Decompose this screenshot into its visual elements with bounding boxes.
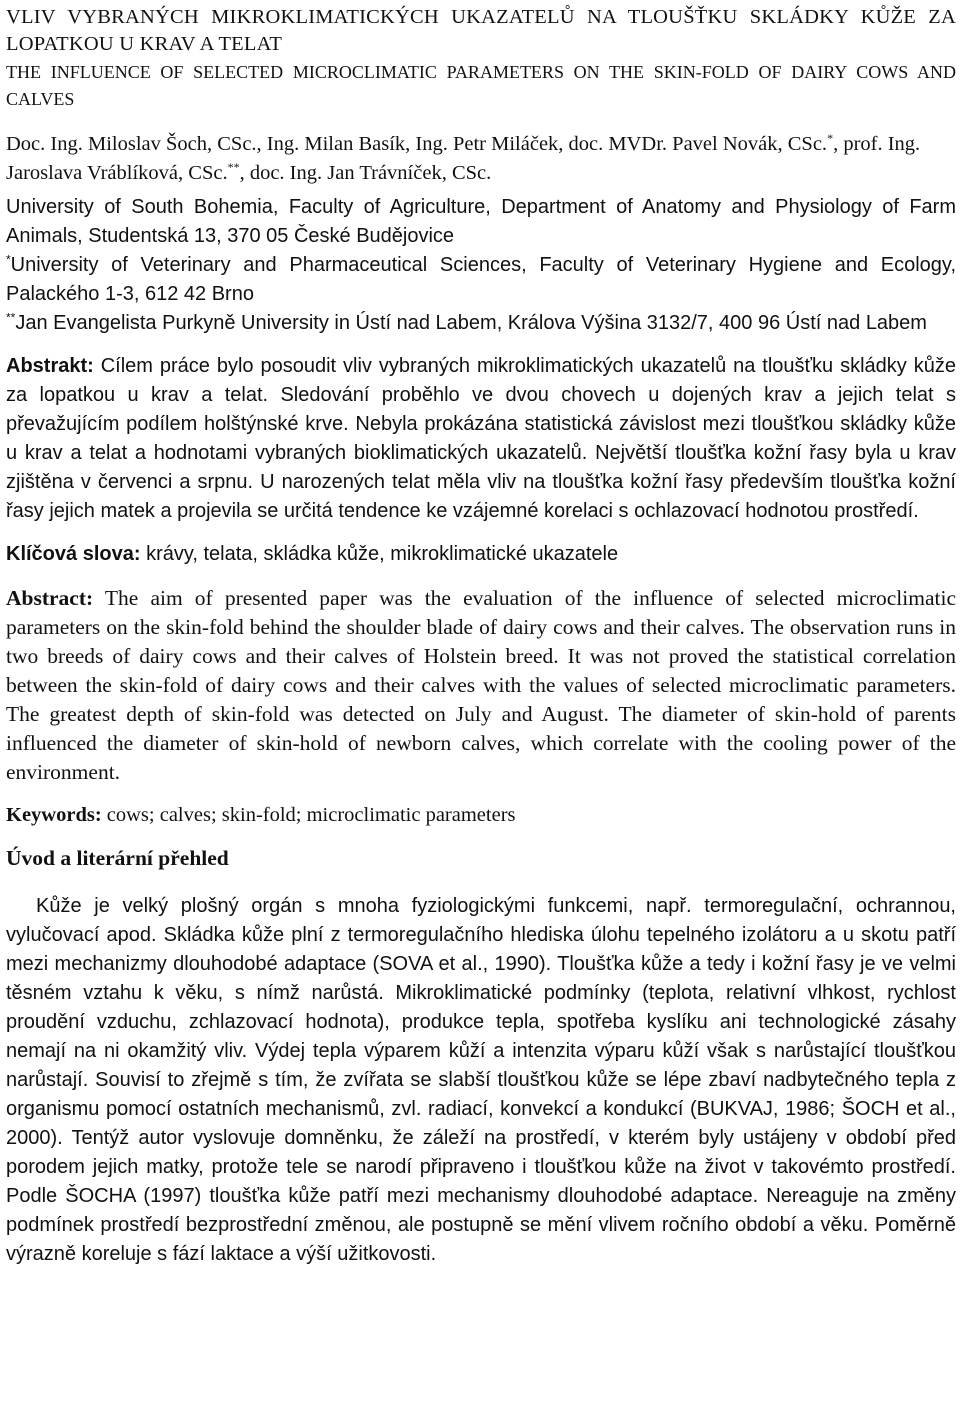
affiliation-3 [6, 309, 956, 338]
klicova-slova-label: Klíčová slova: [6, 543, 141, 565]
author-list [6, 130, 956, 188]
abstract-paragraph [6, 584, 956, 787]
abstrakt-paragraph [6, 352, 956, 526]
affiliation-3-text: Jan Evangelista Purkyně University in Ústí nad Labem, Králova Výšina 3132/7, 400 96 Ústí nad Labem [15, 312, 927, 334]
section-heading: Úvod a literární přehled [6, 846, 229, 870]
abstract-label: Abstract: [6, 586, 94, 610]
authors-part-1: Doc. Ing. Miloslav Šoch, CSc., Ing. Milan Basík, Ing. Petr Miláček, doc. MVDr. Pavel Novák, CSc. [6, 133, 828, 155]
affiliation-2-mark: * [6, 252, 11, 267]
intro-paragraph: Kůže je velký plošný orgán s mnoha fyziologickými funkcemi, např. termoregulační, ochrannou, vylučovací apod. Skládka kůže plní z termoregulačního hlediska úlohu tepelného izolátoru a u skotu patří mezi mechanizmy dlouhodobé adaptace (SOVA et al., 1990). Tloušťka kůže a tedy i kožní řasy je ve velmi těsném vztahu k věku, s nímž narůstá. Mikroklimatické podmínky (teplota, relativní vlhkost, rychlost proudění vzduchu, zchlazovací hodnota), produkce tepla, spotřeba kyslíku ani technologické zásahy nemají na ni okamžitý vliv. Výdej tepla výparem kůží a intenzita výparu kůží však s narůstající tloušťkou narůstají. Souvisí to zřejmě s tím, že zvířata se slabší tloušťkou kůže se lépe zbaví nadbytečného tepla z organismu pomocí ostatních mechanismů, zvl. radiací, konvekcí a kondukcí (BUKVAJ, 1986; ŠOCH et al., 2000). Tentýž autor vyslovuje domněnku, že záleží na prostředí, v kterém byly ustájeny v období před porodem jejich matky, protože tele se narodí připraveno i tloušťkou kůže na život v takovémto prostředí. Podle ŠOCHA (1997) tloušťka kůže patří mezi mechanismy dlouhodobé adaptace. Nereaguje na změny podmínek prostředí bezprostřední změnou, ale postupně se mění vlivem ročního období a věku. Poměrně výrazně koreluje s fází laktace a výší užitkovosti. [6, 895, 956, 1265]
klicova-slova-line [6, 540, 956, 569]
affiliation-2-text: University of Veterinary and Pharmaceutical Sciences, Faculty of Veterinary Hygiene and Ecology, Palackého 1-3, 612 42 Brno [6, 254, 956, 305]
affiliation-3-mark: ** [6, 310, 16, 325]
affiliation-2 [6, 251, 956, 309]
authors-part-3: , doc. Ing. Jan Trávníček, CSc. [239, 162, 492, 184]
affiliations [6, 193, 956, 338]
keywords-line [6, 801, 956, 830]
authors-part-2: , prof. Ing. Jaroslava Vráblíková, CSc. [6, 133, 921, 184]
title-english: THE INFLUENCE OF SELECTED MICROCLIMATIC PARAMETERS ON THE SKIN-FOLD OF DAIRY COWS AND CALVES [6, 62, 956, 109]
document-page [6, 4, 956, 1269]
author-mark-1: * [827, 131, 834, 146]
keywords-label: Keywords: [6, 804, 102, 826]
affiliation-1: University of South Bohemia, Faculty of Agriculture, Department of Anatomy and Physiology of Farm Animals, Studentská 13, 370 05 České Budějovice [6, 196, 956, 247]
title-czech: VLIV VYBRANÝCH MIKROKLIMATICKÝCH UKAZATELŮ NA TLOUŠŤKU SKLÁDKY KŮŽE ZA LOPATKOU U KRAV A TELAT [6, 6, 956, 55]
author-mark-2: ** [227, 160, 240, 175]
keywords-text: cows; calves; skin-fold; microclimatic parameters [106, 804, 516, 826]
abstrakt-text: Cílem práce bylo posoudit vliv vybraných mikroklimatických ukazatelů na tloušťku skládky kůže za lopatkou u krav a telat. Sledování proběhlo ve dvou chovech u dojených krav a jejich telat s převažujícím podílem holštýnské krve. Nebyla prokázána statistická závislost mezi tloušťkou skládky kůže u krav a telat a hodnotami vybraných bioklimatických ukazatelů. Největší tloušťka kožní řasy byla u krav zjištěna v červenci a srpnu. U narozených telat měla vliv na tloušťka kožní řasy především tloušťka kožní řasy jejich matek a projevila se určitá tendence ke vzájemné korelaci s ochlazovací hodnotou prostředí. [6, 355, 956, 522]
klicova-slova-text: krávy, telata, skládka kůže, mikroklimatické ukazatele [146, 543, 619, 565]
abstract-text: The aim of presented paper was the evaluation of the influence of selected microclimatic parameters on the skin-fold behind the shoulder blade of dairy cows and their calves. The observation runs in two breeds of dairy cows and their calves of Holstein breed. It was not proved the statistical correlation between the skin-fold of dairy cows and their calves with the values of selected microclimatic parameters. The greatest depth of skin-fold was detected on July and August. The diameter of skin-hold of parents influenced the diameter of skin-hold of newborn calves, which correlate with the cooling power of the environment. [6, 586, 956, 784]
abstrakt-label: Abstrakt: [6, 355, 94, 377]
